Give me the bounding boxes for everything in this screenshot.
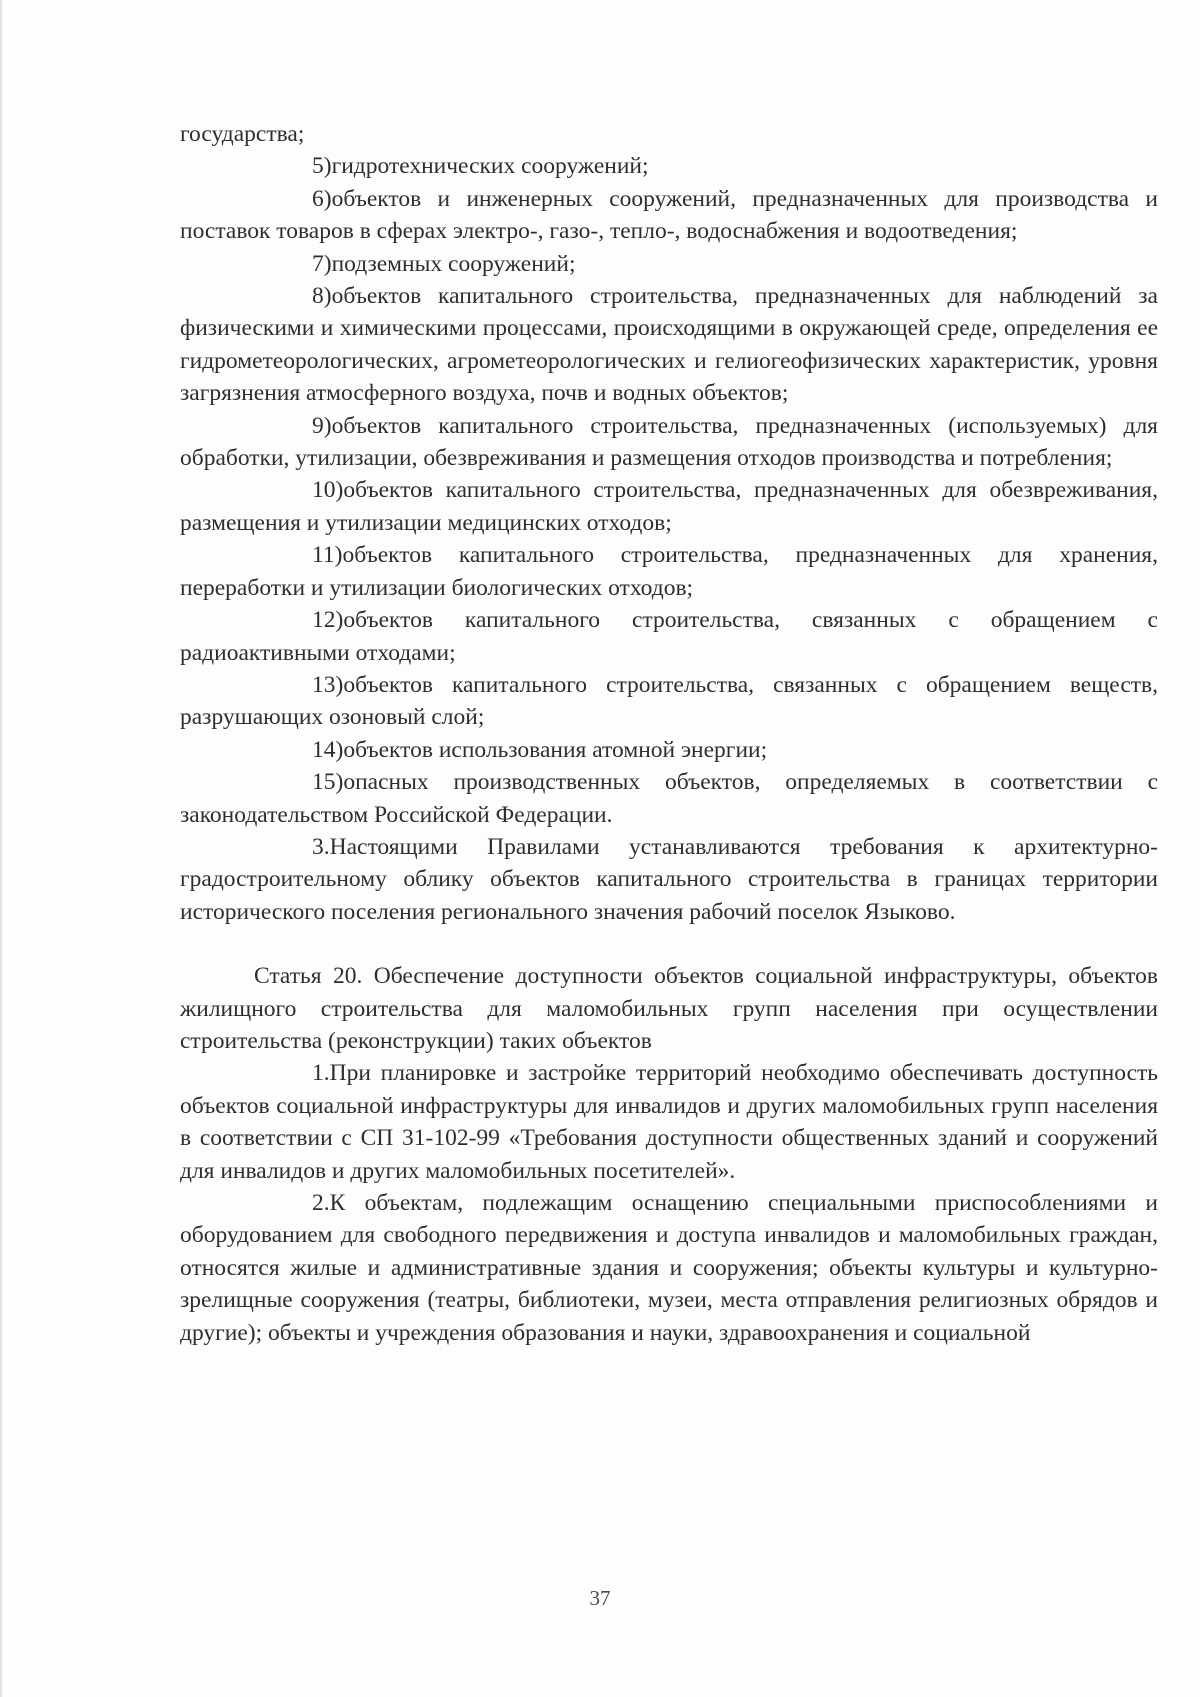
paragraph-text: гидротехнических сооружений; (331, 153, 649, 180)
list-number: 9) (312, 412, 332, 439)
paragraph-text: К объектам, подлежащим оснащению специальными приспособлениями и оборудованием для свободного передвижения и доступа инвалидов и маломобильных граждан, относятся жилые и административные здания и сооружения; объекты культуры и культурно-зрелищные сооружения (театры, библиотеки, музеи, места отправления религиозных обрядов и другие); объекты и учреждения образования и науки, здравоохранения и социальной (180, 1190, 1158, 1346)
article-clause-1 (180, 1057, 1158, 1187)
page-number: 37 (589, 1586, 611, 1610)
list-item-15 (180, 766, 1158, 831)
article-heading: Статья 20. Обеспечение доступности объектов социальной инфраструктуры, объектов жилищного строительства для маломобильных групп населения при осуществлении строительства (реконструкции) таких объектов (180, 963, 1158, 1054)
paragraph-text: При планировке и застройке территорий необходимо обеспечивать доступность объектов социальной инфраструктуры для инвалидов и других маломобильных групп населения в соответствии с СП 31-102-99 «Требования доступности общественных зданий и сооружений для инвалидов и других маломобильных посетителей». (180, 1060, 1158, 1184)
paragraph-text: государства; (180, 121, 305, 147)
list-number: 5) (312, 153, 332, 180)
paragraph-text: объектов использования атомной энергии; (343, 736, 768, 763)
list-number: 10) (312, 477, 344, 504)
clause-number: 3. (312, 833, 330, 860)
clause-number: 1. (312, 1060, 330, 1087)
paragraph-text: объектов капитального строительства, предназначенных для хранения, переработки и утилизации биологических отходов; (180, 542, 1158, 601)
paragraph-text: опасных производственных объектов, определяемых в соответствии с законодательством Российской Федерации. (180, 769, 1158, 828)
paragraph-text: объектов капитального строительства, предназначенных для наблюдений за физическими и химическими процессами, происходящими в окружающей среде, определения ее гидрометеорологических, агрометеорологических и гелиогеофизических характеристик, уровня загрязнения атмосферного воздуха, почв и водных объектов; (180, 283, 1158, 407)
list-number: 7) (312, 250, 332, 277)
list-number: 13) (312, 671, 344, 698)
paragraph-text: объектов капитального строительства, связанных с обращением веществ, разрушающих озоновый слой; (180, 671, 1158, 731)
clause-3 (180, 831, 1158, 928)
paragraph-text: Настоящими Правилами устанавливаются требования к архитектурно-градостроительному облику объектов капитального строительства в границах территории исторического поселения регионального значения рабочий поселок Языково. (180, 833, 1158, 925)
list-number: 8) (312, 283, 332, 310)
list-number: 15) (312, 769, 344, 796)
paragraph-text: подземных сооружений; (331, 250, 576, 277)
list-number: 14) (312, 736, 344, 763)
list-item-6 (180, 183, 1158, 248)
list-item-12 (180, 604, 1158, 669)
list-item-5 (180, 150, 1158, 182)
document-body (180, 118, 1158, 1349)
article-clause-2 (180, 1187, 1158, 1349)
paragraph-text: объектов капитального строительства, связанных с обращением с радиоактивными отходами; (180, 607, 1158, 666)
clause-number: 2. (312, 1190, 330, 1216)
list-number: 6) (312, 185, 332, 212)
continuation-line (180, 118, 1158, 150)
list-item-7 (180, 248, 1158, 280)
list-item-14 (180, 734, 1158, 766)
paragraph-text: объектов капитального строительства, предназначенных (используемых) для обработки, утилизации, обезвреживания и размещения отходов производства и потребления; (180, 412, 1158, 472)
list-item-8 (180, 280, 1158, 410)
list-item-9 (180, 410, 1158, 475)
list-number: 11) (312, 542, 343, 569)
list-item-10 (180, 474, 1158, 539)
paragraph-text: объектов и инженерных сооружений, предназначенных для производства и поставок товаров в сферах электро-, газо-, тепло-, водоснабжения и водоотведения; (180, 185, 1158, 245)
list-item-13 (180, 669, 1158, 734)
scan-edge (0, 0, 3, 1697)
paragraph-text: объектов капитального строительства, предназначенных для обезвреживания, размещения и утилизации медицинских отходов; (180, 477, 1158, 536)
list-item-11 (180, 539, 1158, 604)
list-number: 12) (312, 607, 344, 634)
